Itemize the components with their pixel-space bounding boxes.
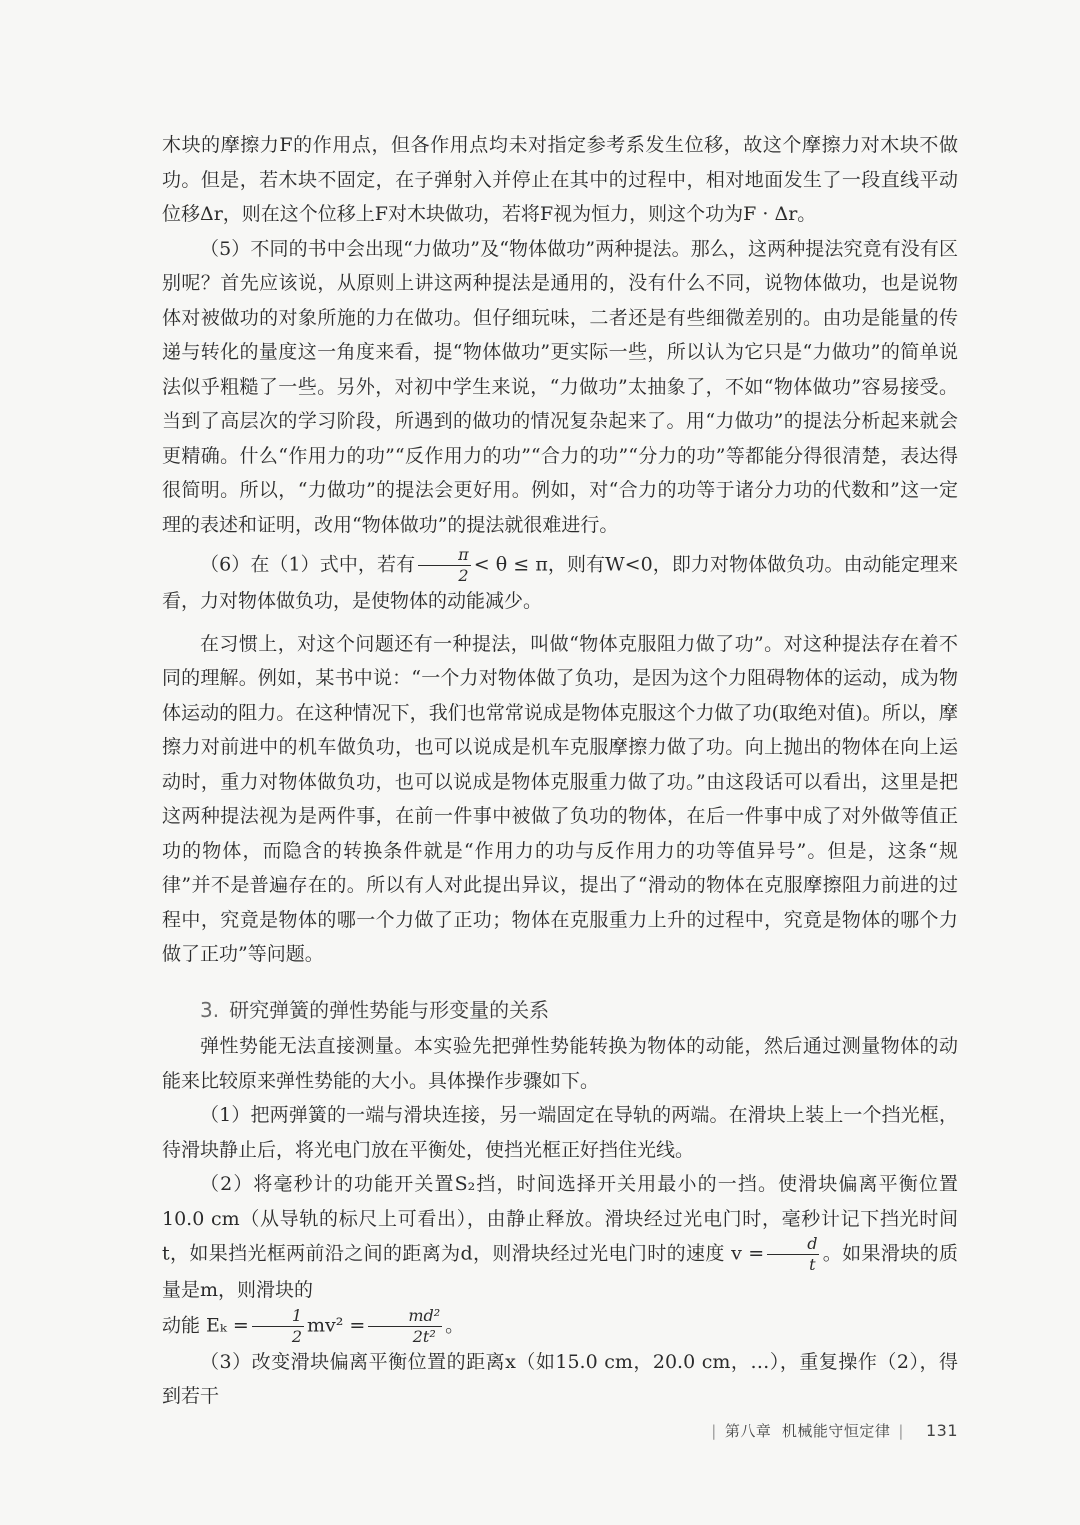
text-block-top bbox=[162, 128, 958, 542]
text-block-middle bbox=[162, 547, 958, 972]
fraction-md2-over-2t2 bbox=[368, 1305, 442, 1346]
fraction-one-half bbox=[252, 1305, 304, 1346]
fraction-denominator: 2 bbox=[291, 1326, 302, 1346]
paragraph-friction-continuation: 木块的摩擦力F的作用点，但各作用点均未对指定参考系发生位移，故这个摩擦力对木块不做功。但是，若木块不固定，在子弹射入并停止在其中的过程中，相对地面发生了一段直线平动位移Δr，则在这个位移上F对木块做功，若将F视为恒力，则这个功为F · Δr。 bbox=[162, 134, 958, 225]
fraction-numerator: π bbox=[418, 547, 471, 566]
fraction-pi-over-2 bbox=[418, 547, 471, 584]
step-2-text-d: mv² = bbox=[307, 1314, 366, 1336]
fraction-numerator: d bbox=[767, 1236, 819, 1255]
paragraph-step-1: （1）把两弹簧的一端与滑块连接，另一端固定在导轨的两端。在滑块上装上一个挡光框，待滑块静止后，将光电门放在平衡处，使挡光框正好挡住光线。 bbox=[162, 1104, 958, 1161]
paragraph-item-5: （5）不同的书中会出现“力做功”及“物体做功”两种提法。那么，这两种提法究竟有没有区别呢？首先应该说，从原则上讲这两种提法是通用的，没有什么不同，说物体做功，也是说物体对被做功的对象所施的力在做功。但仔细玩味，二者还是有些细微差别的。由功是能量的传递与转化的量度这一角度来看，提“物体做功”更实际一些，所以认为它只是“力做功”的简单说法似乎粗糙了一些。另外，对初中学生来说，“力做功”太抽象了，不如“物体做功”容易接受。当到了高层次的学习阶段，所遇到的做功的情况复杂起来了。用“力做功”的提法分析起来就会更精确。什么“作用力的功”“反作用力的功”“合力的功”“分力的功”等都能分得很清楚，表达得很简明。所以，“力做功”的提法会更好用。例如，对“合力的功等于诸分力功的代数和”这一定理的表述和证明，改用“物体做功”的提法就很难进行。 bbox=[162, 237, 958, 536]
paragraph-step-3: （3）改变滑块偏离平衡位置的距离x（如15.0 cm，20.0 cm，…），重复操作（2），得到若干 bbox=[162, 1350, 958, 1407]
footer-separator: | bbox=[898, 1422, 904, 1440]
section-number: 3. bbox=[200, 998, 220, 1022]
section-heading bbox=[200, 994, 549, 1023]
step-2-text-b: 。如果滑块的质量是m，则滑块的 bbox=[162, 1242, 958, 1301]
fraction-denominator: 2 bbox=[458, 566, 469, 585]
fraction-numerator: md² bbox=[368, 1308, 442, 1327]
item-6-prefix: （6）在（1）式中，若有 bbox=[200, 553, 416, 576]
paragraph-intro: 弹性势能无法直接测量。本实验先把弹性势能转换为物体的动能，然后通过测量物体的动能来比较原来弹性势能的大小。具体操作步骤如下。 bbox=[162, 1035, 958, 1092]
fraction-denominator: 2t² bbox=[412, 1326, 436, 1346]
step-2-text-e: 。 bbox=[445, 1314, 465, 1336]
page-footer bbox=[703, 1420, 958, 1441]
paragraph-step-2 bbox=[162, 1167, 958, 1345]
footer-chapter-title: 机械能守恒定律 bbox=[781, 1422, 891, 1440]
footer-separator: | bbox=[711, 1422, 717, 1440]
step-2-text-c: 动能 Eₖ = bbox=[162, 1314, 249, 1336]
paragraph-overcoming-resistance: 在习惯上，对这个问题还有一种提法，叫做“物体克服阻力做了功”。对这种提法存在着不同的理解。例如，某书中说：“一个力对物体做了负功，是因为这个力阻碍物体的运动，成为物体运动的阻力。在这种情况下，我们也常常说成是物体克服这个力做了功(取绝对值)。所以，摩擦力对前进中的机车做负功，也可以说成是机车克服摩擦力做了功。向上抛出的物体在向上运动时，重力对物体做负功，也可以说成是物体克服重力做了功。”由这段话可以看出，这里是把这两种提法视为是两件事，在前一件事中被做了负功的物体，在后一件事中成了对外做等值正功的物体，而隐含的转换条件就是“作用力的功与反作用力的功等值异号”。但是，这条“规律”并不是普遍存在的。所以有人对此提出异议，提出了“滑动的物体在克服摩擦阻力前进的过程中，究竟是物体的哪一个力做了正功；物体在克服重力上升的过程中，究竟是物体的哪个力做了正功”等问题。 bbox=[162, 632, 958, 965]
fraction-numerator: 1 bbox=[252, 1308, 304, 1327]
step-2-text-a: （2）将毫秒计的功能开关置S₂挡，时间选择开关用最小的一挡。使滑块偏离平衡位置10.0 cm（从导轨的标尺上可看出），由静止释放。滑块经过光电门时，毫秒计记下挡光时间t，如果挡光框两前沿之间的距离为d，则滑块经过光电门时的速度 v = bbox=[162, 1173, 958, 1265]
text-block-experiment bbox=[162, 1029, 958, 1414]
item-6-suffix: < θ ≤ π，则有W<0，即力对物体做负功。由动能定理来看，力对物体做负功，是使物体的动能减少。 bbox=[162, 553, 958, 612]
fraction-d-over-t bbox=[767, 1236, 819, 1273]
footer-chapter: 第八章 bbox=[724, 1422, 772, 1440]
paragraph-item-6 bbox=[162, 547, 958, 619]
page-number: 131 bbox=[925, 1421, 958, 1440]
section-title-text: 研究弹簧的弹性势能与形变量的关系 bbox=[229, 998, 550, 1022]
fraction-denominator: t bbox=[809, 1255, 816, 1274]
